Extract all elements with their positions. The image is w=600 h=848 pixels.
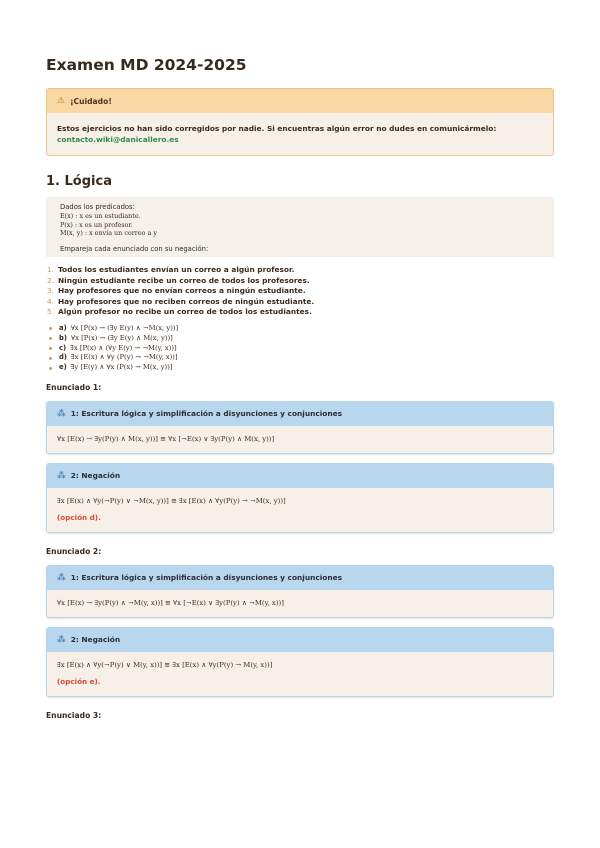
card-body: [47, 652, 553, 696]
list-item: 4. Hay profesores que no reciben correos de ningún estudiante.: [46, 296, 315, 306]
step-card[interactable]: [46, 565, 554, 618]
bullet-icon: [49, 337, 52, 340]
predicate-line: M(x, y) : x envía un correo a y: [60, 229, 157, 238]
warning-triangle-icon: ⚠: [57, 96, 66, 106]
bullet-icon: [49, 347, 52, 350]
bullet-icon: [49, 327, 52, 330]
card-formula: ∃x [E(x) ∧ ∀y(¬P(y) ∨ M(y, x))] ≡ ∃x [E(x) ∧ ∀y(P(y) → M(y, x))]: [57, 660, 273, 669]
enunciado-heading: Enunciado 3:: [46, 710, 102, 720]
card-title: 2: Negación: [70, 471, 121, 481]
answer-option: (opción e).: [57, 676, 101, 686]
list-item: a) ∀x [P(x) → (∃y E(y) ∧ ¬M(x, y))]: [46, 324, 554, 334]
list-item: e) ∃y [E(y) ∧ ∀x (P(x) → M(x, y))]: [46, 363, 554, 373]
statements-list: [46, 265, 554, 318]
card-body: [47, 590, 553, 617]
answer-option: (opción d).: [57, 512, 101, 522]
bullet-icon: [49, 357, 52, 360]
card-header[interactable]: [47, 464, 553, 488]
step-card[interactable]: [46, 463, 554, 533]
list-item: 5. Algún profesor no recibe un correo de todos los estudiantes.: [46, 307, 312, 317]
step-card[interactable]: [46, 627, 554, 697]
warning-callout: [46, 88, 554, 156]
card-body: [47, 488, 553, 532]
warning-header: [47, 89, 553, 113]
options-list: [46, 324, 554, 373]
spinner-icon: ⁂: [57, 572, 66, 583]
card-formula: ∃x [E(x) ∧ ∀y(¬P(y) ∨ ¬M(x, y))] ≡ ∃x [E(x) ∧ ∀y(P(y) → ¬M(x, y))]: [57, 496, 286, 505]
spinner-icon: ⁂: [57, 634, 66, 645]
card-title: 2: Negación: [70, 635, 121, 645]
page-title: Examen MD 2024-2025: [46, 56, 247, 74]
card-header[interactable]: [47, 628, 553, 652]
predicates-block: [46, 197, 554, 257]
card-header[interactable]: [47, 566, 553, 590]
warning-text: Estos ejercicios no han sido corregidos por nadie. Si encuentras algún error no dudes en comunicármelo:: [57, 124, 497, 133]
list-item: b) ∀x [P(x) → (∃y E(y) ∧ M(x, y))]: [46, 334, 554, 344]
card-formula: ∀x [E(x) → ∃y(P(y) ∧ M(x, y))] ≡ ∀x [¬E(x) ∨ ∃y(P(y) ∧ M(x, y))]: [57, 434, 275, 443]
list-item: 1. Todos los estudiantes envían un correo a algún profesor.: [46, 264, 295, 274]
predicates-instruction: Empareja cada enunciado con su negación:: [60, 245, 209, 254]
bullet-icon: [49, 367, 52, 370]
card-body: [47, 426, 553, 453]
contact-email-link[interactable]: contacto.wiki@danicallero.es: [57, 135, 179, 144]
list-item: 3. Hay profesores que no envían correos a ningún estudiante.: [46, 286, 306, 296]
predicate-line: E(x) : x es un estudiante.: [60, 211, 141, 220]
section-title: 1. Lógica: [46, 174, 112, 189]
list-item: c) ∃x [P(x) ∧ (∀y E(y) → ¬M(y, x))]: [46, 344, 554, 354]
enunciado-heading: Enunciado 2:: [46, 546, 102, 556]
warning-body: [47, 113, 553, 155]
list-item: d) ∃x [E(x) ∧ ∀y (P(y) → ¬M(y, x))]: [46, 353, 554, 363]
card-title: 1: Escritura lógica y simplificación a disyunciones y conjunciones: [70, 409, 343, 419]
enunciado-heading: Enunciado 1:: [46, 382, 102, 392]
predicate-line: P(x) : x es un profesor.: [60, 220, 133, 229]
spinner-icon: ⁂: [57, 470, 66, 481]
warning-heading: ¡Cuidado!: [70, 96, 112, 106]
card-formula: ∀x [E(x) → ∃y(P(y) ∧ ¬M(y, x))] ≡ ∀x [¬E(x) ∨ ∃y(P(y) ∧ ¬M(y, x))]: [57, 598, 284, 607]
card-header[interactable]: [47, 402, 553, 426]
list-item: 2. Ningún estudiante recibe un correo de todos los profesores.: [46, 275, 310, 285]
spinner-icon: ⁂: [57, 408, 66, 419]
predicates-intro: Dados los predicados:: [60, 203, 135, 211]
step-card[interactable]: [46, 401, 554, 454]
card-title: 1: Escritura lógica y simplificación a disyunciones y conjunciones: [70, 573, 343, 583]
